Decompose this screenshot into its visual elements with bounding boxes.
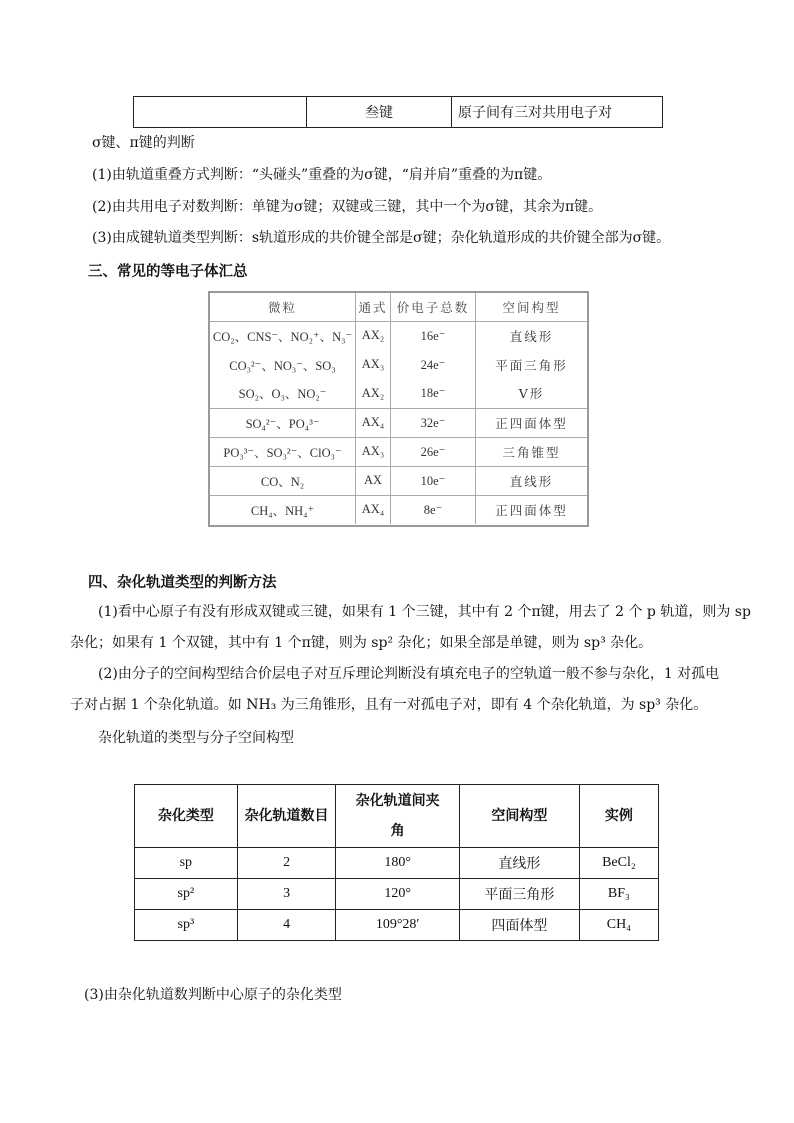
bond-type-table-fragment <box>133 96 663 128</box>
sigma-pi-rule-3: (3)由成键轨道类型判断：s轨道形成的共价键全部是σ键；杂化轨道形成的共价键全部为σ键。 <box>92 230 671 246</box>
particles-cell: CO₂、CNS⁻、NO₂⁺、N₃⁻ <box>210 321 356 350</box>
table-header-row <box>135 785 659 848</box>
count-cell: 4 <box>237 910 336 941</box>
table-cell <box>134 97 307 128</box>
column-header: 空间构型 <box>476 293 588 321</box>
particles-cell: CO、N₂ <box>210 466 356 495</box>
shape-cell: 直线形 <box>476 466 588 495</box>
sigma-pi-heading: σ键、π键的判断 <box>92 135 195 151</box>
shape-cell: 直线形 <box>509 328 554 344</box>
electrons-cell: 18e⁻ <box>391 379 476 408</box>
type-cell: sp <box>135 848 238 879</box>
electrons-cell: 24e⁻ <box>391 350 476 379</box>
isoelectronic-table <box>210 293 587 524</box>
formula-cell: AX <box>356 466 391 495</box>
electrons-cell: 8e⁻ <box>391 495 476 524</box>
table-row <box>210 466 587 495</box>
table-row <box>210 379 587 408</box>
angle-cell: 180° <box>336 848 459 879</box>
particles-cell: SO₂、O₃、NO₂⁻ <box>210 379 356 408</box>
table-cell: 原子间有三对共用电子对 <box>452 97 663 128</box>
column-header: 实例 <box>579 785 658 848</box>
table-row <box>210 495 587 524</box>
electrons-cell: 10e⁻ <box>391 466 476 495</box>
method-1-line-1: (1)看中心原子有没有形成双键或三键，如果有 1 个三键，其中有 2 个π键，用去了 2 个 p 轨道，则为 sp <box>98 604 751 620</box>
sigma-pi-rule-1: (1)由轨道重叠方式判断：“头碰头”重叠的为σ键，“肩并肩”重叠的为π键。 <box>92 167 552 183</box>
angle-cell: 109°28′ <box>336 910 459 941</box>
shape-cell: 直线形 <box>459 848 579 879</box>
count-cell: 3 <box>237 879 336 910</box>
section-4-title: 四、杂化轨道类型的判断方法 <box>88 574 277 591</box>
type-cell: sp³ <box>135 910 238 941</box>
column-header: 通式 <box>356 293 391 321</box>
isoelectronic-table-image <box>208 291 589 527</box>
example-cell: BeCl₂ <box>579 848 658 879</box>
formula-cell: AX₄ <box>356 408 391 437</box>
count-cell: 2 <box>237 848 336 879</box>
method-1-line-2: 杂化；如果有 1 个双键，其中有 1 个π键，则为 sp² 杂化；如果全部是单键，则为 sp³ 杂化。 <box>70 635 653 651</box>
shape-cell: 正四面体型 <box>476 495 588 524</box>
particles-cell: CH₄、NH₄⁺ <box>210 495 356 524</box>
shape-cell: 三角锥型 <box>476 437 588 466</box>
column-header: 杂化类型 <box>135 785 238 848</box>
formula-cell: AX₂ <box>356 379 391 408</box>
formula-cell: AX₄ <box>356 495 391 524</box>
table-caption: 杂化轨道的类型与分子空间构型 <box>98 730 294 746</box>
shape-cell: V形 <box>518 386 545 402</box>
column-header: 杂化轨道间夹角 <box>336 785 459 848</box>
table-row <box>135 848 659 879</box>
table-row <box>210 437 587 466</box>
particles-cell: SO₄²⁻、PO₄³⁻ <box>210 408 356 437</box>
formula-cell: AX₃ <box>356 437 391 466</box>
formula-cell: AX₃ <box>356 350 391 379</box>
method-2-line-2: 子对占据 1 个杂化轨道。如 NH₃ 为三角锥形，且有一对孤电子对，即有 4 个杂化轨道，为 sp³ 杂化。 <box>70 697 708 713</box>
electrons-cell: 32e⁻ <box>391 408 476 437</box>
angle-cell: 120° <box>336 879 459 910</box>
column-header: 价电子总数 <box>391 293 476 321</box>
table-row <box>134 97 663 128</box>
particles-cell: PO₃³⁻、SO₃²⁻、ClO₃⁻ <box>210 437 356 466</box>
column-header: 微粒 <box>210 293 356 321</box>
table-cell: 叁键 <box>307 97 452 128</box>
sigma-pi-rule-2: (2)由共用电子对数判断：单键为σ键；双键或三键，其中一个为σ键，其余为π键。 <box>92 199 603 215</box>
table-row <box>135 910 659 941</box>
table-header-row <box>210 293 587 321</box>
electrons-cell: 16e⁻ <box>391 321 476 350</box>
table-row <box>210 350 587 379</box>
shape-cell: 平面三角形 <box>459 879 579 910</box>
shape-cell: 正四面体型 <box>476 408 588 437</box>
shape-cell: 平面三角形 <box>495 357 568 373</box>
example-cell: BF₃ <box>579 879 658 910</box>
table-row <box>210 408 587 437</box>
type-cell: sp² <box>135 879 238 910</box>
particles-cell: CO₃²⁻、NO₃⁻、SO₃ <box>210 350 356 379</box>
example-cell: CH₄ <box>579 910 658 941</box>
formula-cell: AX₂ <box>356 321 391 350</box>
hybridization-table <box>134 784 659 941</box>
section-3-title: 三、常见的等电子体汇总 <box>88 263 248 280</box>
shape-cell: 四面体型 <box>459 910 579 941</box>
table-row <box>210 321 587 350</box>
electrons-cell: 26e⁻ <box>391 437 476 466</box>
table-row <box>135 879 659 910</box>
method-2-line-1: (2)由分子的空间构型结合价层电子对互斥理论判断没有填充电子的空轨道一般不参与杂化，1 对孤电 <box>98 666 720 682</box>
method-3-heading: (3)由杂化轨道数判断中心原子的杂化类型 <box>84 987 342 1003</box>
column-header: 杂化轨道数目 <box>237 785 336 848</box>
column-header: 空间构型 <box>459 785 579 848</box>
